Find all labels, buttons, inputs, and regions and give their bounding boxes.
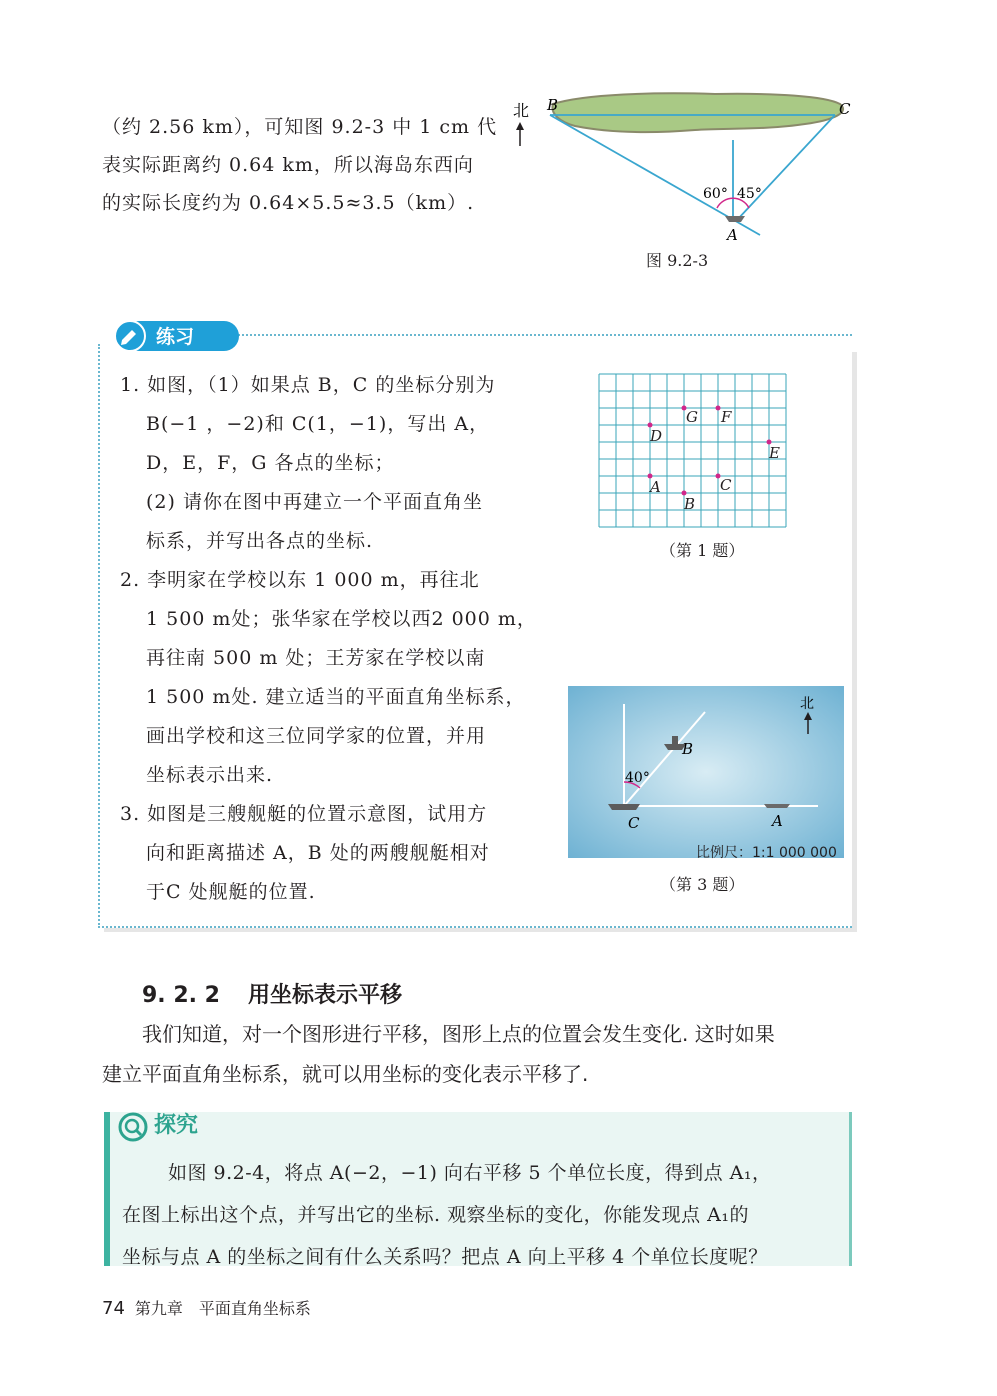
label-C: C <box>628 814 640 832</box>
explore-right-bar <box>849 1112 852 1266</box>
exercise-header <box>110 320 240 352</box>
scale-label: 比例尺：1:1 000 000 <box>696 845 837 861</box>
chapter-title: 第九章 平面直角坐标系 <box>134 1299 311 1318</box>
exercise-line: 向和距离描述 A，B 处的两艘舰艇相对 <box>146 842 490 864</box>
exercise-line: 1 500 m处. 建立适当的平面直角坐标系， <box>146 686 526 708</box>
exercise-line: 1. 如图，（1）如果点 B，C 的坐标分别为 <box>120 374 496 396</box>
island-shape <box>552 93 843 132</box>
point-label-F: F <box>721 408 732 426</box>
exercise-line: D，E，F，G 各点的坐标； <box>146 452 395 474</box>
ship-icon <box>725 216 745 222</box>
angle-40: 40° <box>625 770 650 786</box>
intro-line: 的实际长度约为 0.64×5.5≈3.5（km）. <box>102 192 475 214</box>
page-number: 74 <box>102 1298 125 1319</box>
label-C: C <box>839 100 851 118</box>
section-line: 建立平面直角坐标系，就可以用坐标的变化表示平移了. <box>102 1062 589 1086</box>
exercise-line: 2. 李明家在学校以东 1 000 m，再往北 <box>120 569 480 591</box>
point-label-G: G <box>686 408 698 426</box>
label-A: A <box>772 812 783 830</box>
label-A: A <box>727 226 738 244</box>
figure-caption: 图 9.2-3 <box>646 251 709 270</box>
magnifier-icon <box>118 1112 148 1142</box>
ships-figure <box>568 686 844 858</box>
exercise-line: (2) 请你在图中再建立一个平面直角坐 <box>146 491 483 513</box>
page-footer <box>102 1296 311 1319</box>
point-F <box>716 406 721 411</box>
point-label-D: D <box>650 427 663 445</box>
explore-title: 探究 <box>154 1113 199 1138</box>
explore-line: 在图上标出这个点，并写出它的坐标. 观察坐标的变化，你能发现点 A₁的 <box>122 1204 749 1226</box>
island-figure <box>505 90 875 250</box>
exercise-line: 标系，并写出各点的坐标. <box>146 530 374 552</box>
explore-left-bar <box>104 1112 110 1266</box>
ship-c-icon <box>608 804 640 810</box>
exercise-line: 3. 如图是三艘舰艇的位置示意图，试用方 <box>120 803 488 825</box>
angle-60: 60° <box>703 186 728 202</box>
intro-line: 表实际距离约 0.64 km，所以海岛东西向 <box>102 154 474 176</box>
label-B: B <box>682 740 694 758</box>
point-label-B: B <box>684 495 696 513</box>
ships-caption: （第 3 题） <box>660 875 745 894</box>
label-B: B <box>547 96 559 114</box>
angle-45: 45° <box>737 186 762 202</box>
intro-paragraph <box>102 108 502 222</box>
exercise-text <box>120 366 537 912</box>
section-line: 我们知道，对一个图形进行平移，图形上点的位置会发生变化. 这时如果 <box>142 1022 775 1046</box>
explore-line: 坐标与点 A 的坐标之间有什么关系吗？把点 A 向上平移 4 个单位长度呢？ <box>122 1246 768 1268</box>
north-label: 北 <box>800 696 814 712</box>
exercise-top-border <box>238 334 852 336</box>
exercise-line: 再往南 500 m 处；王芳家在学校以南 <box>146 647 486 669</box>
grid-caption: （第 1 题） <box>660 541 745 560</box>
section-number: 9. 2. 2 <box>142 983 220 1008</box>
north-label: 北 <box>513 101 530 120</box>
section-heading <box>142 978 402 1009</box>
ship-a-icon <box>764 804 790 808</box>
exercise-line: 坐标表示出来. <box>146 764 274 786</box>
exercise-line: 于C 处舰艇的位置. <box>146 881 316 903</box>
exercise-line: B(−1 ，−2)和 C(1，−1)，写出 A， <box>146 413 490 435</box>
section-title: 用坐标表示平移 <box>247 983 402 1008</box>
exercise-line: 画出学校和这三位同学家的位置，并用 <box>146 725 487 747</box>
exercise-title: 练习 <box>156 326 195 348</box>
explore-line: 如图 9.2-4，将点 A(−2，−1) 向右平移 5 个单位长度，得到点 A₁， <box>168 1162 772 1184</box>
point-label-A: A <box>650 478 661 496</box>
exercise-line: 1 500 m处；张华家在学校以西2 000 m， <box>146 608 537 630</box>
point-label-E: E <box>769 444 780 462</box>
intro-line: （约 2.56 km），可知图 9.2-3 中 1 cm 代 <box>102 116 498 138</box>
grid-figure <box>597 372 793 532</box>
point-label-C: C <box>720 476 732 494</box>
